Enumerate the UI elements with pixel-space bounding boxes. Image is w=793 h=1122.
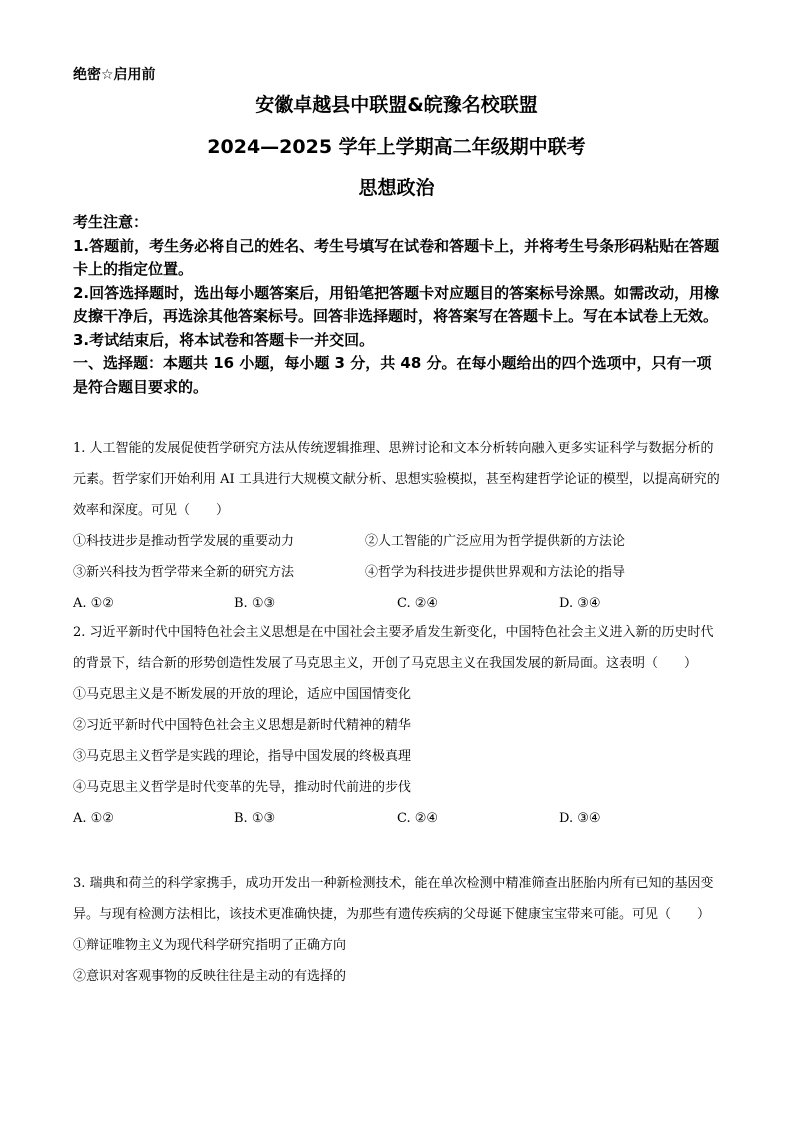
question-stem: 3. 瑞典和荷兰的科学家携手，成功开发出一种新检测技术，能在单次检测中精准筛查出胚胎内所有已知的基因变异。与现有检测方法相比，该技术更准确快捷，为那些有遗传疾病的父母诞下健康宝宝带来可能。可见（ ） — [73, 876, 714, 922]
exam-title-line1: 安徽卓越县中联盟&皖豫名校联盟 — [255, 94, 538, 116]
question-stem: 1. 人工智能的发展促使哲学研究方法从传统逻辑推理、思辨讨论和文本分析转向融入更多实证科学与数据分析的元素。哲学家们开始利用 AI 工具进行大规模文献分析、思想实验模拟，甚至构建哲学论证的模型，以提高研究的效率和深度。可见（ ） — [73, 441, 720, 518]
option-b[interactable]: B. ①③ — [234, 811, 276, 826]
statement: ①马克思主义是不断发展的开放的理论，适应中国国情变化 — [73, 687, 412, 702]
question-2 — [73, 617, 723, 834]
candidate-notice — [73, 211, 721, 399]
option-a[interactable]: A. ①② — [73, 596, 114, 611]
statement: ②意识对客观事物的反映往往是主动的有选择的 — [73, 969, 347, 984]
statement-row — [73, 557, 723, 588]
option-a[interactable]: A. ①② — [73, 811, 114, 826]
question-1 — [73, 433, 723, 619]
option-d[interactable]: D. ③④ — [559, 596, 601, 611]
option-b[interactable]: B. ①③ — [234, 596, 276, 611]
statement: ④哲学为科技进步提供世界观和方法论的指导 — [365, 565, 626, 580]
answer-options — [73, 803, 723, 834]
option-c[interactable]: C. ②④ — [397, 811, 439, 826]
question-stem: 2. 习近平新时代中国特色社会主义思想是在中国社会主要矛盾发生新变化，中国特色社会主义进入新的历史时代的背景下，结合新的形势创造性发展了马克思主义，开创了马克思主义在我国发展的新局面。这表明（ ） — [73, 625, 714, 671]
statement-row — [73, 526, 723, 557]
statement: ②人工智能的广泛应用为哲学提供新的方法论 — [365, 534, 626, 549]
statement: ③新兴科技为哲学带来全新的研究方法 — [73, 565, 295, 580]
section-heading: 一、选择题：本题共 16 小题，每小题 3 分，共 48 分。在每小题给出的四个选项中，只有一项是符合题目要求的。 — [73, 354, 712, 396]
exam-title-line2: 2024—2025 学年上学期高二年级期中联考 — [207, 136, 586, 158]
subject-title: 思想政治 — [358, 177, 435, 199]
notice-item: 1.答题前，考生务必将自己的姓名、考生号填写在试卷和答题卡上，并将考生号条形码粘贴在答题卡上的指定位置。 — [73, 236, 720, 278]
option-c[interactable]: C. ②④ — [397, 596, 439, 611]
option-d[interactable]: D. ③④ — [559, 811, 601, 826]
statement: ③马克思主义哲学是实践的理论，指导中国发展的终极真理 — [73, 749, 412, 764]
statement: ①科技进步是推动哲学发展的重要动力 — [73, 534, 295, 549]
statement: ②习近平新时代中国特色社会主义思想是新时代精神的精华 — [73, 718, 412, 733]
confidential-label: 绝密☆启用前 — [73, 67, 156, 83]
question-3 — [73, 868, 723, 992]
notice-heading: 考生注意： — [73, 213, 149, 231]
notice-item: 2.回答选择题时，选出每小题答案后，用铅笔把答题卡对应题目的答案标号涂黑。如需改动，用橡皮擦干净后，再选涂其他答案标号。回答非选择题时，将答案写在答题卡上。写在本试卷上无效。 — [73, 283, 720, 325]
notice-item: 3.考试结束后，将本试卷和答题卡一并交回。 — [73, 330, 375, 349]
answer-options — [73, 588, 723, 619]
statement: ①辩证唯物主义为现代科学研究指明了正确方向 — [73, 938, 347, 953]
statement: ④马克思主义哲学是时代变革的先导，推动时代前进的步伐 — [73, 780, 412, 795]
